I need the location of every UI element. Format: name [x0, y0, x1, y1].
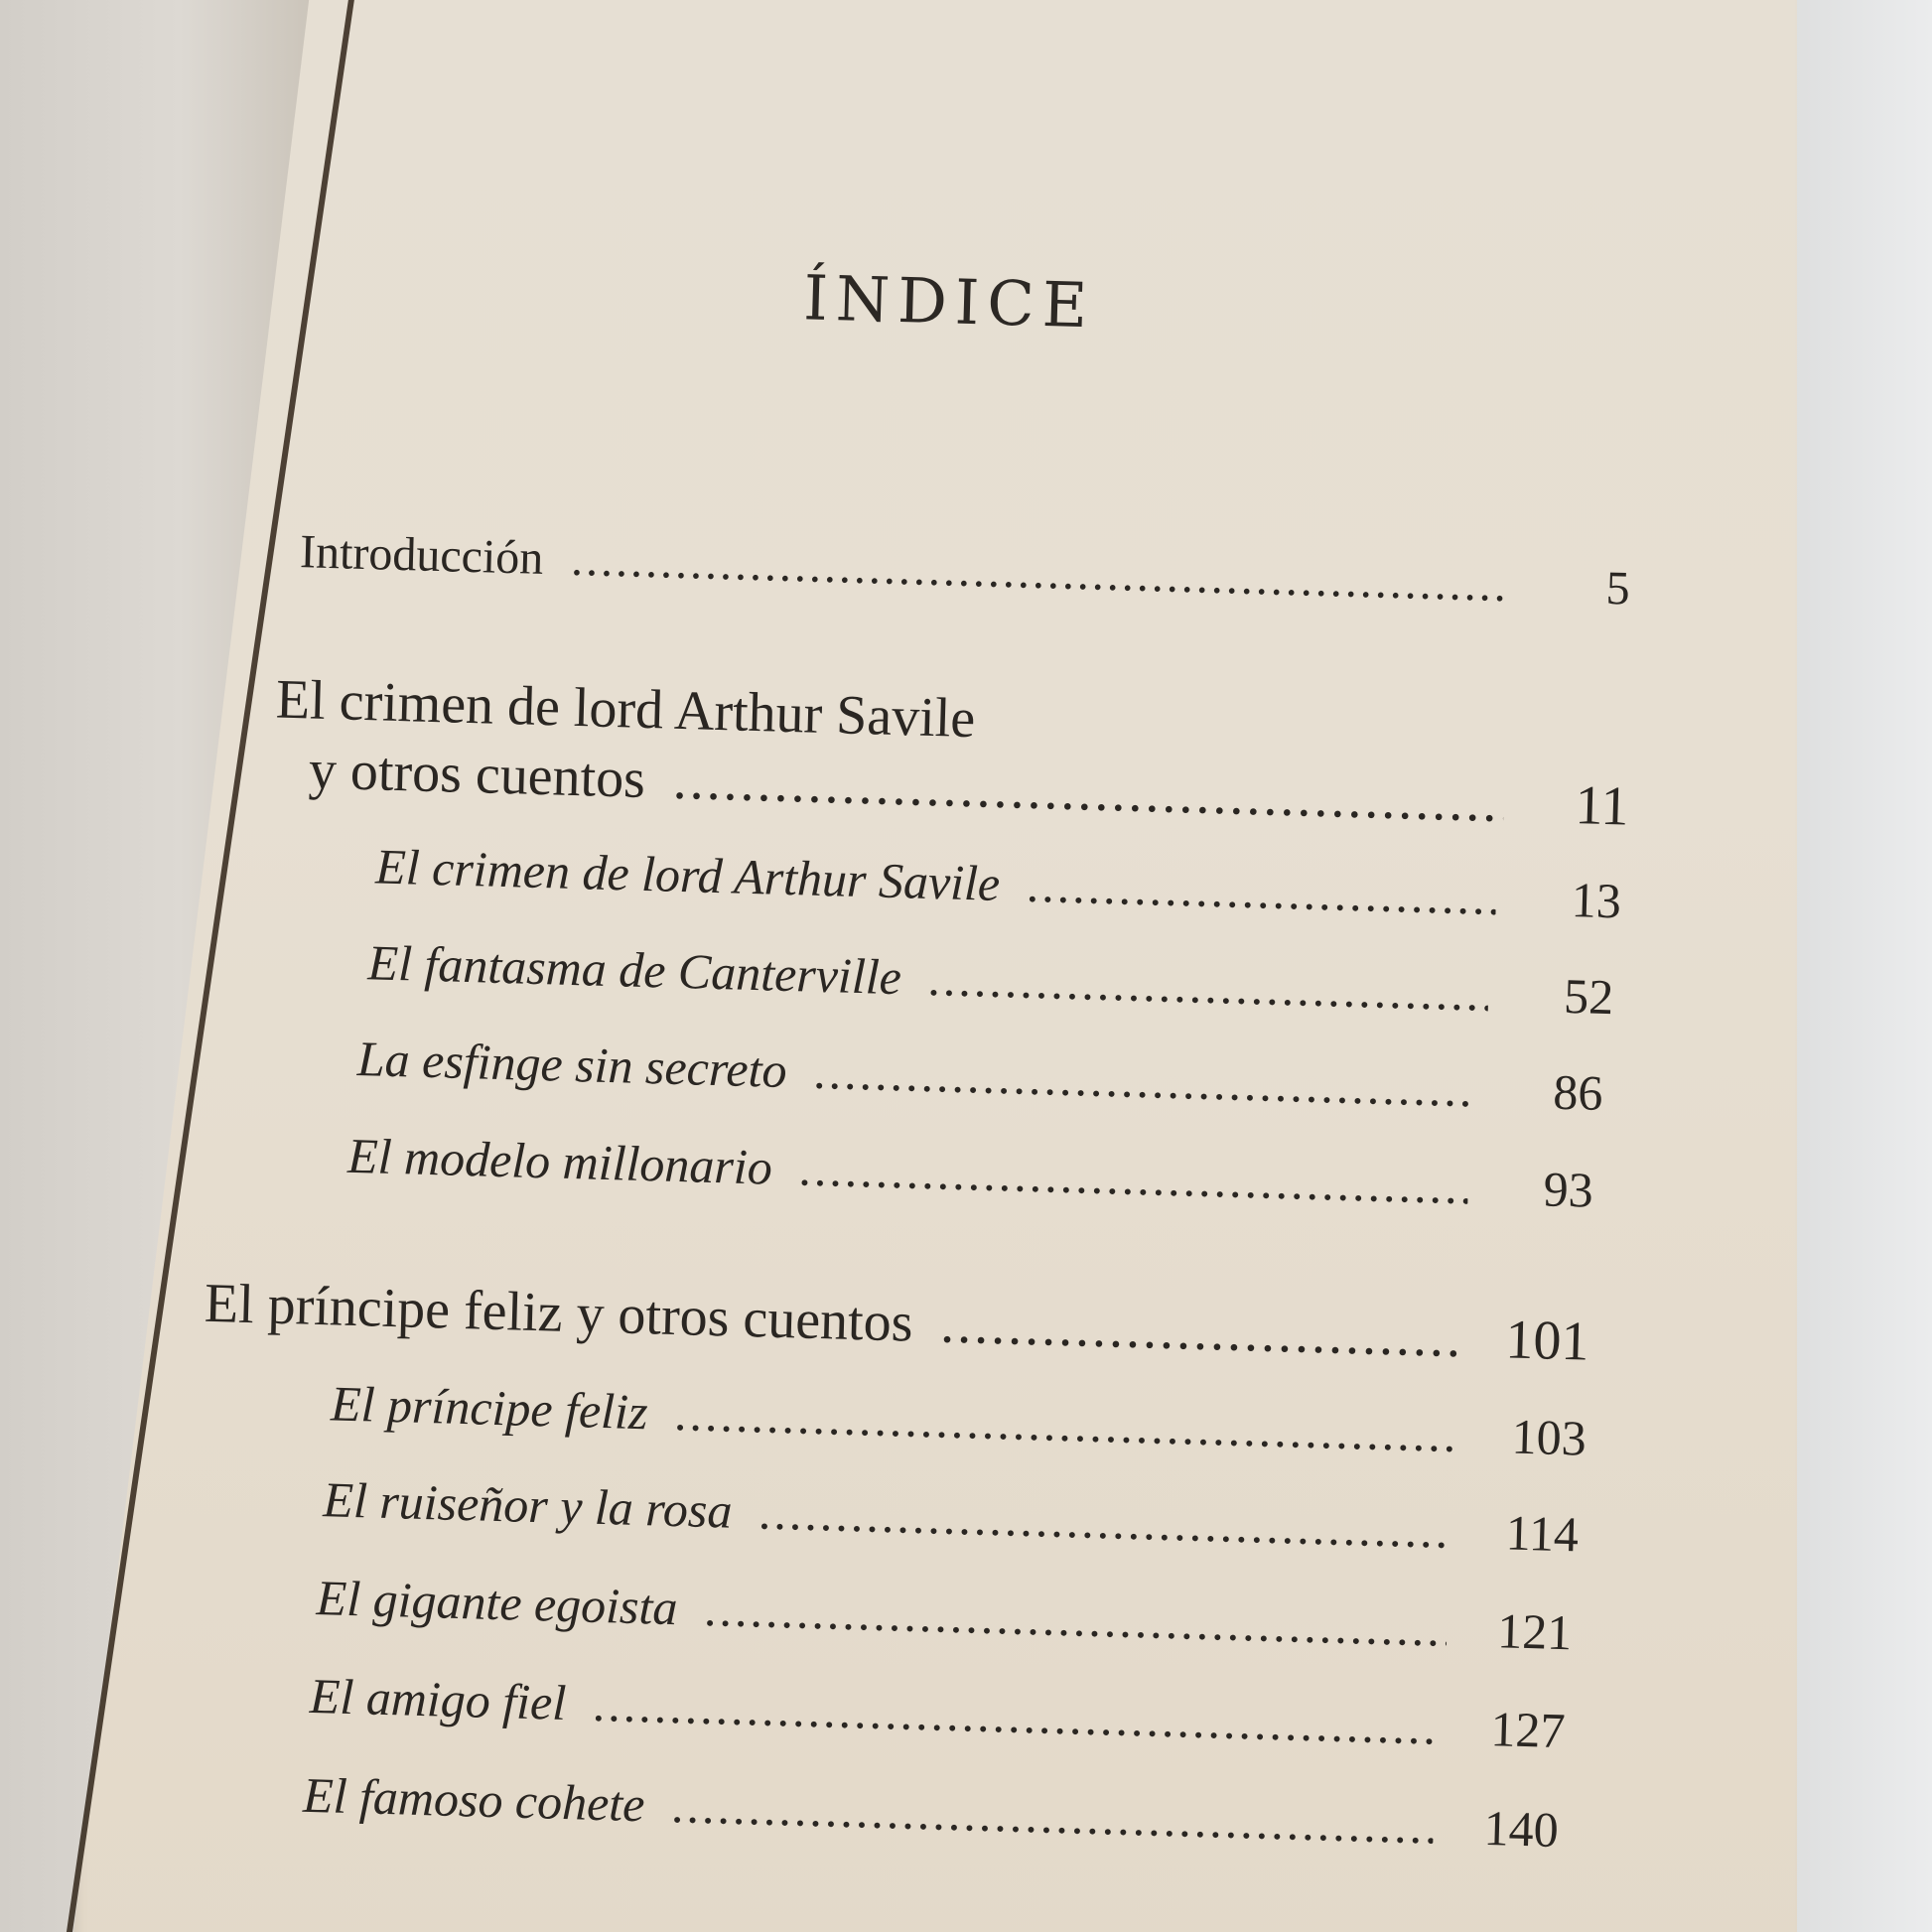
toc-entry-story	[356, 1030, 1603, 1122]
toc-entry-story	[316, 1569, 1573, 1661]
leader-dots	[593, 1675, 1441, 1756]
leader-dots	[675, 1384, 1462, 1463]
toc-entry-story	[330, 1374, 1587, 1466]
toc-entry-page: 86	[1552, 1063, 1604, 1121]
toc-entry-story	[375, 837, 1622, 929]
toc-entry-page: 140	[1482, 1799, 1560, 1859]
toc-entry-story	[367, 933, 1614, 1026]
leader-dots	[814, 1042, 1479, 1119]
toc-entry-page: 5	[1604, 561, 1631, 616]
toc-section-label-line1: El crimen de lord Arthur Savile	[275, 668, 977, 751]
toc-entry-label: El famoso cohete	[302, 1766, 646, 1833]
toc-entry-page: 114	[1505, 1504, 1580, 1563]
toc-entry-story	[323, 1470, 1580, 1563]
toc-section-crimen	[308, 738, 1629, 838]
leader-dots	[571, 532, 1506, 613]
leader-dots	[672, 1776, 1435, 1855]
toc-entry-label: El fantasma de Canterville	[366, 934, 902, 1006]
toc-entry-page: 127	[1489, 1701, 1567, 1759]
leader-dots	[672, 749, 1504, 835]
toc-entry-page: 52	[1563, 967, 1614, 1026]
leader-dots	[705, 1580, 1448, 1658]
toc-entry-page: 93	[1542, 1161, 1594, 1218]
toc-section-title	[275, 668, 976, 752]
toc-entry-page: 101	[1504, 1309, 1590, 1373]
toc-entry-label: El modelo millonario	[346, 1127, 773, 1195]
leader-dots	[759, 1482, 1454, 1559]
leader-dots	[940, 1292, 1465, 1370]
toc-entry-page: 13	[1571, 872, 1622, 929]
leader-dots	[799, 1139, 1469, 1215]
toc-entry-page: 11	[1574, 774, 1630, 838]
toc-entry-label: Introducción	[299, 525, 545, 585]
toc-entry-label: El amigo fiel	[309, 1667, 567, 1731]
toc-entry-story	[346, 1127, 1593, 1219]
toc-entry-label: El príncipe feliz y otros cuentos	[204, 1272, 914, 1354]
toc-entry-label: El crimen de lord Arthur Savile	[374, 838, 1001, 911]
toc-entry-introduccion	[299, 524, 1630, 616]
toc-entry-story	[302, 1766, 1559, 1859]
leader-dots	[1027, 856, 1496, 926]
toc-entry-label: El príncipe feliz	[330, 1375, 649, 1441]
toc-section-label-line2: y otros cuentos	[308, 739, 646, 810]
toc-entry-page: 121	[1496, 1602, 1574, 1661]
toc-entry-page: 103	[1510, 1408, 1587, 1466]
toc-entry-label: El ruiseñor y la rosa	[322, 1471, 734, 1539]
page-title: ÍNDICE	[802, 261, 1097, 343]
toc-entry-label: La esfinge sin secreto	[356, 1030, 788, 1099]
toc-entry-story	[309, 1667, 1566, 1759]
leader-dots	[928, 949, 1489, 1023]
toc-section-principe	[204, 1272, 1589, 1374]
toc-entry-label: El gigante egoista	[315, 1570, 679, 1636]
